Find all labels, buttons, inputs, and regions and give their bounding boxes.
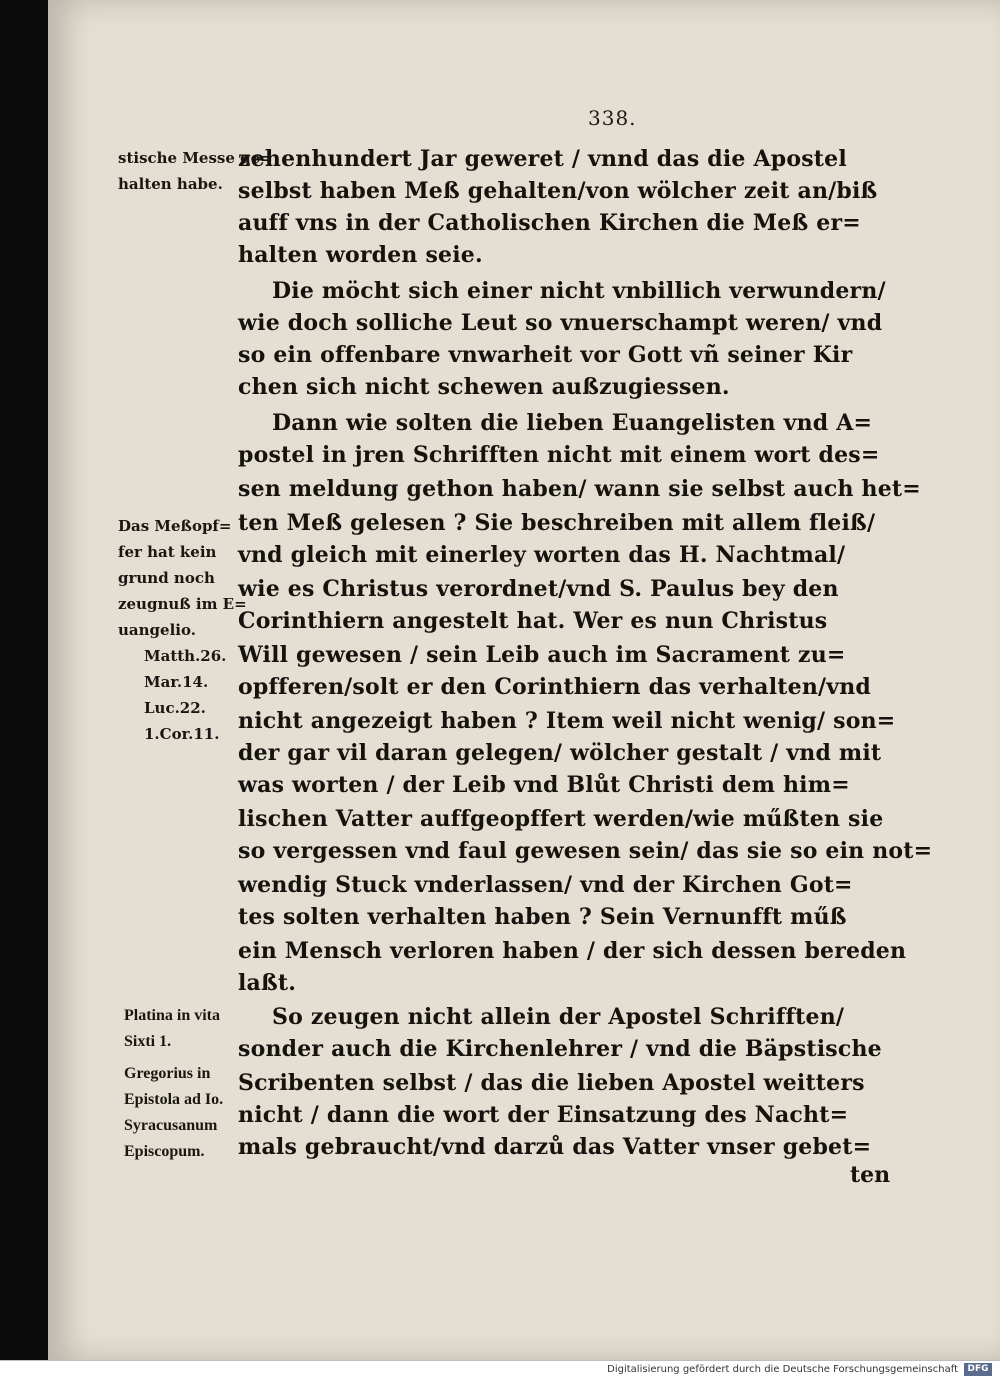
margin-note-line: Das Meßopf= bbox=[118, 517, 232, 535]
margin-note-line: grund noch bbox=[118, 569, 215, 587]
text-line: vnd gleich mit einerley worten das H. Nachtmal/ bbox=[238, 542, 846, 568]
margin-note-line: Episcopum. bbox=[124, 1143, 205, 1160]
margin-note-line: Sixti 1. bbox=[124, 1033, 172, 1050]
margin-note-line: Epistola ad Io. bbox=[124, 1091, 224, 1108]
text-line: nicht / dann die wort der Einsatzung des Nacht= bbox=[238, 1102, 849, 1128]
margin-note-line: Gregorius in bbox=[124, 1065, 211, 1082]
margin-note-line: halten habe. bbox=[118, 175, 223, 193]
text-line: lischen Vatter auffgeopffert werden/wie műßten sie bbox=[238, 806, 884, 832]
text-line: so vergessen vnd faul gewesen sein/ das sie so ein not= bbox=[238, 838, 933, 864]
text-line: chen sich nicht schewen außzugiessen. bbox=[238, 374, 730, 400]
text-line: Will gewesen / sein Leib auch im Sacrament zu= bbox=[238, 642, 846, 668]
digitization-footer bbox=[0, 1360, 1000, 1380]
text-line: so ein offenbare vnwarheit vor Gott vñ seiner Kir bbox=[238, 342, 853, 368]
text-line: Corinthiern angestelt hat. Wer es nun Christus bbox=[238, 608, 828, 634]
text-line: opfferen/solt er den Corinthiern das verhalten/vnd bbox=[238, 674, 872, 700]
text-line: was worten / der Leib vnd Blůt Christi dem him= bbox=[238, 772, 850, 798]
text-line: sonder auch die Kirchenlehrer / vnd die Bäpstische bbox=[238, 1036, 882, 1062]
margin-note-line: Luc.22. bbox=[144, 699, 206, 717]
text-line: wie es Christus verordnet/vnd S. Paulus bey den bbox=[238, 576, 839, 602]
text-line: postel in jren Schrifften nicht mit einem wort des= bbox=[238, 442, 880, 468]
text-line: Scribenten selbst / das die lieben Apostel weitters bbox=[238, 1070, 865, 1096]
text-line: nicht angezeigt haben ? Item weil nicht wenig/ son= bbox=[238, 708, 896, 734]
margin-note-line: 1.Cor.11. bbox=[144, 725, 220, 743]
text-line: ten Meß gelesen ? Sie beschreiben mit allem fleiß/ bbox=[238, 510, 876, 536]
text-line: tes solten verhalten haben ? Sein Vernunfft műß bbox=[238, 904, 847, 930]
margin-note-line: stische Messe ge= bbox=[118, 149, 273, 167]
margin-note-line: zeugnuß im E= bbox=[118, 595, 247, 613]
text-line: Die möcht sich einer nicht vnbillich verwundern/ bbox=[272, 278, 886, 304]
text-line: ein Mensch verloren haben / der sich dessen bereden bbox=[238, 938, 907, 964]
margin-note-line: Mar.14. bbox=[144, 673, 209, 691]
text-line: selbst haben Meß gehalten/von wölcher zeit an/biß bbox=[238, 178, 878, 204]
text-line: der gar vil daran gelegen/ wölcher gestalt / vnd mit bbox=[238, 740, 882, 766]
text-line: laßt. bbox=[238, 970, 297, 996]
footer-credit-text: Digitalisierung gefördert durch die Deutsche Forschungsgemeinschaft bbox=[607, 1364, 958, 1375]
text-line: halten worden seie. bbox=[238, 242, 483, 268]
margin-note-line: Syracusanum bbox=[124, 1117, 218, 1134]
catchword: ten bbox=[850, 1162, 891, 1188]
text-line: wendig Stuck vnderlassen/ vnd der Kirchen Got= bbox=[238, 872, 853, 898]
margin-note-line: Platina in vita bbox=[124, 1007, 221, 1024]
text-line: auff vns in der Catholischen Kirchen die Meß er= bbox=[238, 210, 861, 236]
text-line: wie doch solliche Leut so vnuerschampt weren/ vnd bbox=[238, 310, 883, 336]
margin-note-line: fer hat kein bbox=[118, 543, 217, 561]
margin-note-line: Matth.26. bbox=[144, 647, 227, 665]
margin-note-line: uangelio. bbox=[118, 621, 196, 639]
text-line: sen meldung gethon haben/ wann sie selbst auch het= bbox=[238, 476, 921, 502]
text-line: So zeugen nicht allein der Apostel Schrifften/ bbox=[272, 1004, 845, 1030]
dfg-logo: DFG bbox=[964, 1363, 992, 1376]
text-line: zehenhundert Jar geweret / vnnd das die Apostel bbox=[238, 146, 847, 172]
text-line: mals gebraucht/vnd darzů das Vatter vnser gebet= bbox=[238, 1134, 872, 1160]
page-number: 338. bbox=[588, 106, 637, 130]
text-line: Dann wie solten die lieben Euangelisten vnd A= bbox=[272, 410, 873, 436]
